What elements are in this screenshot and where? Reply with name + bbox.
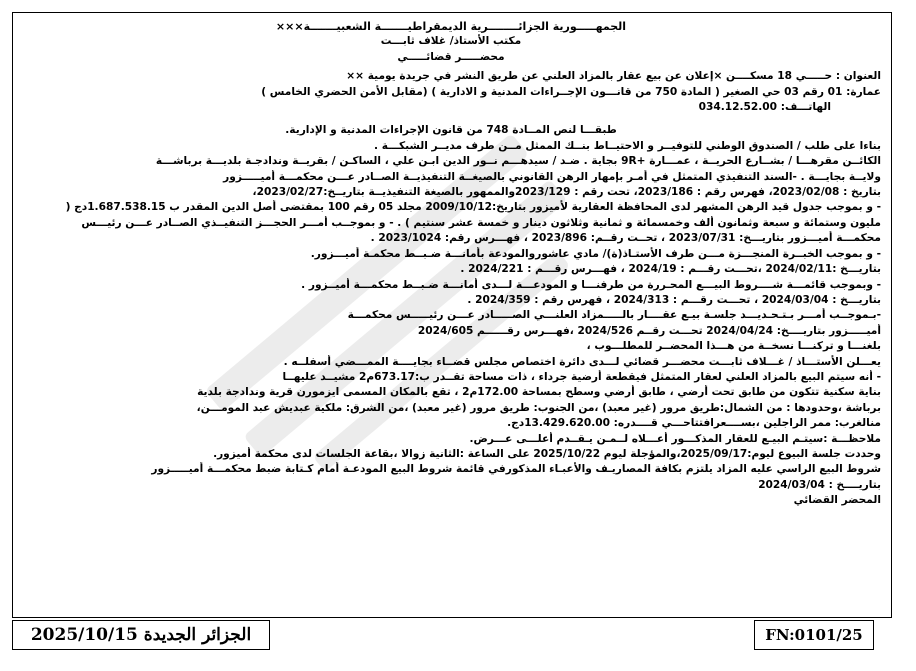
body-line: بتاريـــخ : 2024/03/04 ، تحـــت رقـــم : 2024/313 ، فهرس رقم : 2024/359 . <box>467 293 881 306</box>
address-line-1: العنوان : حـــــي 18 مسكــــن ×إعلان عن بيع عقار بالمزاد العلني عن طريق النشر في جريدة يومية ×× <box>346 70 881 83</box>
body-line: برباشة ،وحدودها : من الشمال:طريق مرور (غير معبد) ،من الجنوب: طريق مرور (غير معبد) ،من الشرق: ملكية عبديش عبد المومـــن، <box>196 401 881 414</box>
body-line: يعـــلن الأستـــاذ / غـــلاف ثابـــت محضـــر قضائي لـــدى دائرة اختصاص مجلس قضــاء بجايــــة الممـــضي أسفلــه . <box>283 355 881 368</box>
document-frame <box>12 12 892 618</box>
republic-header: الجمهـــــورية الجزائــــــــرية الديمقراطيـــــــة الشعبيـــــــة××× <box>275 20 627 33</box>
fn-number: FN:0101/25 <box>765 626 863 644</box>
body-line: منالغرب: ممر الراجلين ،بســــعرافتتاحـــي قــــدره: 13.429.620.00دج. <box>507 417 881 430</box>
body-line: ولايــة بجايـــة . -السند التنفيذي المتمثل في أمـر بإمهار الرهن القانوني بالصيغــة التنفيذيــة الصــادر عـــن محكمـــة أميـــــزور <box>223 170 881 183</box>
body-line: ملاحظـــة :سيتـم البيـع للعقار المذكـــور أعـــلاه لــمـن يـقــدم أعلـــى عـــرض. <box>469 432 881 445</box>
body-line: الكائــن مقرهـــا / بشــارع الحريــة ، عمـــارة +9R بجاية . ضـد / سيدهـــم نــور الدين ابـن علي ، الساكـن / بقريــة وندادجـة بلديـــة برباشـــة <box>155 155 881 168</box>
bailiff-signature: المحضر القضائي <box>793 494 881 507</box>
address-line-2: عمارة: 01 رقم 03 حي الصغير ( المادة 750 من قانـــون الإجــراءات المدنية و الادارية ) (مقابل الأمن الحضري الخامس ) <box>261 85 881 98</box>
address-block <box>21 69 881 115</box>
announcement-content <box>21 19 881 509</box>
body-line: بناءا على طلب / الصندوق الوطني للتوفيــر و الاحتيــاط بنــك الممثل مــن طرف مديــر الشبكـــة . <box>374 139 881 152</box>
body-line: محكمـــة أميـــزور بتاريـــخ: 2023/07/31 ، تحــت رقــم: 2023/896 ، فهـــرس رقم: 2023/1024 . <box>370 232 881 245</box>
body-line: - و بموجب الخبــرة المنجـــزة مـــن طرف الأستـاذ(ة)/ مادي عاشوروالمودعة بأمانـــة ضـبــط محكمـة أميـــزور. <box>310 247 881 260</box>
newspaper-date-box <box>12 620 270 650</box>
body-line: وحددت جلسة البيوع ليوم:2025/09/17،والمؤجلة ليوم 2025/10/22 على الساعة :الثانية زوالا ،بقاعة الجلسات لدى محكمة أميزور. <box>213 447 881 460</box>
office-name: مكتب الأستاذ/ غلاف ثابـــت <box>380 35 522 48</box>
legal-basis: طبقـــا لنص المــادة 748 من قانون الإجراءات المدنية و الإدارية. <box>285 124 617 137</box>
body-line: أميـــــزور بتاريــــخ: 2024/04/24 تحـــت رقــم 2024/526 ،فهـــرس رقــــــم 2024/605 <box>417 324 881 337</box>
body-line: - و بموجب جدول قيد الرهن المشهر لدى المحافظة العقارية لأميزور بتاريخ:2009/10/12 مجلد 05 رقم 100 بمقتضى أصل الدين المقدر ب 1.687.538.15دج ( <box>65 201 881 214</box>
body-line: بلغنـــا و تركنـــا نسخــة من هـــذا المحضــر للمطلـــوب ، <box>586 340 881 353</box>
bailiff-title: محضـــــر قضائـــــي <box>397 50 505 63</box>
body-line: شروط البيع الراسي عليه المزاد يلتزم بكافة المصاريـف والأعبـاء المذكورفي قائمة شروط البيع المودعـة أمام كـتابة ضبط محكمـــة أميـــــزور <box>151 463 881 476</box>
body-line: - وبموجب قائمـــة شــــروط البيـــع المحـررة من طرفنـــا و المودعـــة لـــدى أمانـــة ضـبــط محكمـــة أميــزور . <box>301 278 881 291</box>
body-line: بتاريـــخ :2024/02/11 ،تحـــت رقـــم : 2024/19 ، فهـــرس رقـــم : 2024/221 . <box>460 263 881 276</box>
body-line: - أنه سيتم البيع بالمزاد العلني لعقار المتمثل فيقطعة أرضية جرداء ، ذات مساحة تقــدر ب:673.17م2 مشيــد عليهــا <box>282 370 881 383</box>
body-line: -بـموجــب أمـــر بـتـحـديـــد جلسـة بيـع عقــــار بالـــــمزاد العلنـــي الصـــــادر عـــن رئيـــــس محكمـــة <box>347 309 881 322</box>
body-line: بتاريخ : 2023/02/08، فهرس رقم : 2023/186، تحت رقم : 2023/129والممهور بالصيغة التنفيذيــة بتاريــخ:2023/02/27، <box>252 186 881 199</box>
fn-number-box <box>754 620 874 650</box>
body-line: بتاريــــخ : 2024/03/04 <box>758 478 881 491</box>
body-line: مليون وستمائة و سبعة وثمانون ألف وخمسمائة و ثمانية وثلاثون دينار و خمسة عشر سنتيم ) . - و بموجــب أمـــر الحجـــز التنفيــذي الصــادر عـــن رئيـــس <box>81 216 881 229</box>
body-line: بناية سكنية تتكون من طابق تحت أرضي ، طابق أرضي وسطح بمساحة 172.00م2 ، تقع بالمكان المسمى ايزمورن قرية وندادجة بلدية <box>197 386 881 399</box>
phone-number: الهاتـــف: 034.12.52.00 <box>698 101 831 114</box>
newspaper-date: الجزائر الجديدة 2025/10/15 <box>30 625 252 645</box>
